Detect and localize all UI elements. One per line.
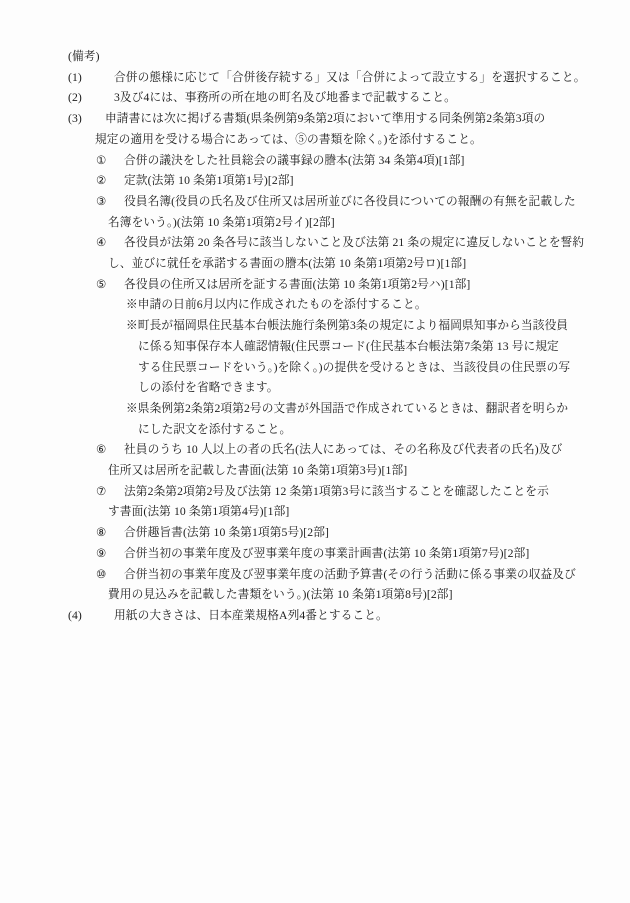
item-number: (2) <box>68 91 82 105</box>
item-text: 法第2条第2項第2号及び法第 12 条第1項第3号に該当することを確認したことを示 <box>124 484 549 498</box>
item-text: 各役員が法第 20 条各号に該当しないこと及び法第 21 条の規定に違反しないことを誓約 <box>124 236 585 250</box>
item-text: 定款(法第 10 条第1項第1号)[2部] <box>124 174 294 188</box>
attachment-item-7 <box>0 482 630 503</box>
circled-number: ③ <box>96 194 107 208</box>
item-text: 役員名簿(役員の氏名及び住所又は居所並びに各役員についての報酬の有無を記載した <box>124 194 576 208</box>
attachment-item-3 <box>0 192 630 213</box>
attachment-item-6 <box>0 440 630 461</box>
item-text: 合併当初の事業年度及び翌事業年度の活動予算書(その行う活動に係る事業の収益及び <box>124 567 576 581</box>
remark-item-4 <box>0 606 630 627</box>
attachment-item-10 <box>0 565 630 586</box>
remark-item-3 <box>0 109 630 130</box>
remark-item-1 <box>0 68 630 89</box>
note-attachment-period: ※申請の日前6月以内に作成されたものを添付すること。 <box>126 298 427 312</box>
remark-item-2 <box>0 88 630 109</box>
item-text: 各役員の住所又は居所を証する書面(法第 10 条第1項第2号ハ)[1部] <box>124 277 471 291</box>
circled-number: ⑩ <box>96 567 107 581</box>
circled-number: ⑦ <box>96 484 107 498</box>
item-text: 合併趣旨書(法第 10 条第1項第5号)[2部] <box>124 526 329 540</box>
attachment-item-7-continuation: す書面(法第 10 条第1項第4号)[1部] <box>108 505 290 519</box>
circled-number: ④ <box>96 236 107 250</box>
item-text: 合併当初の事業年度及び翌事業年度の事業計画書(法第 10 条第1項第7号)[2部] <box>124 546 530 560</box>
circled-number: ⑨ <box>96 546 107 560</box>
remarks-heading: (備考) <box>68 50 100 63</box>
item-number: (3) <box>68 112 82 126</box>
item-text: 3及び4には、事務所の所在地の町名及び地番まで記載すること。 <box>114 91 456 105</box>
attachment-item-4 <box>0 233 630 254</box>
attachment-item-5 <box>0 275 630 296</box>
attachment-item-8 <box>0 523 630 544</box>
remark-item-3-continuation: 規定の適用を受ける場合にあっては、⑤の書類を除く。)を添付すること。 <box>95 132 482 146</box>
item-text: 合併の態様に応じて「合併後存続する」又は「合併によって設立する」を選択すること。 <box>114 70 586 84</box>
attachment-item-4-continuation: し、並びに就任を承諾する書面の謄本(法第 10 条第1項第2号ロ)[1部] <box>108 257 467 271</box>
note-translation-continuation: にした訳文を添付すること。 <box>138 422 292 436</box>
note-resident-record-continuation: しの添付を省略できます。 <box>138 381 279 395</box>
attachment-item-2 <box>0 171 630 192</box>
item-text: 用紙の大きさは、日本産業規格A列4番とすること。 <box>114 608 388 622</box>
circled-number: ⑤ <box>96 277 107 291</box>
attachment-item-1 <box>0 151 630 172</box>
circled-number: ① <box>96 153 107 167</box>
circled-number: ⑧ <box>96 526 107 540</box>
item-number: (1) <box>68 70 82 84</box>
note-resident-record-continuation: に係る知事保存本人確認情報(住民票コード(住民基本台帳法第7条第 13 号に規定 <box>138 339 559 353</box>
circled-number: ② <box>96 174 107 188</box>
item-text: 社員のうち 10 人以上の者の氏名(法人にあっては、その名称及び代表者の氏名)及び <box>124 443 563 457</box>
note-translation: ※県条例第2条第2項第2号の文書が外国語で作成されているときは、翻訳者を明らか <box>126 401 569 415</box>
attachment-item-3-continuation: 名簿をいう。)(法第 10 条第1項第2号イ)[2部] <box>108 215 335 229</box>
note-resident-record-continuation: する住民票コードをいう。)を除く。)の提供を受けるときは、当該役員の住民票の写 <box>138 360 571 374</box>
attachment-item-10-continuation: 費用の見込みを記載した書類をいう。)(法第 10 条第1項第8号)[2部] <box>108 588 453 602</box>
attachment-item-9 <box>0 544 630 565</box>
note-resident-record: ※町長が福岡県住民基本台帳法施行条例第3条の規定により福岡県知事から当該役員 <box>126 319 569 333</box>
item-text: 合併の議決をした社員総会の議事録の謄本(法第 34 条第4項)[1部] <box>124 153 465 167</box>
attachment-item-6-continuation: 住所又は居所を記載した書面(法第 10 条第1項第3号)[1部] <box>108 464 408 478</box>
item-text: 申請書には次に掲げる書類(県条例第9条第2項において準用する同条例第2条第3項の <box>105 112 546 126</box>
circled-number: ⑥ <box>96 443 107 457</box>
item-number: (4) <box>68 608 82 622</box>
